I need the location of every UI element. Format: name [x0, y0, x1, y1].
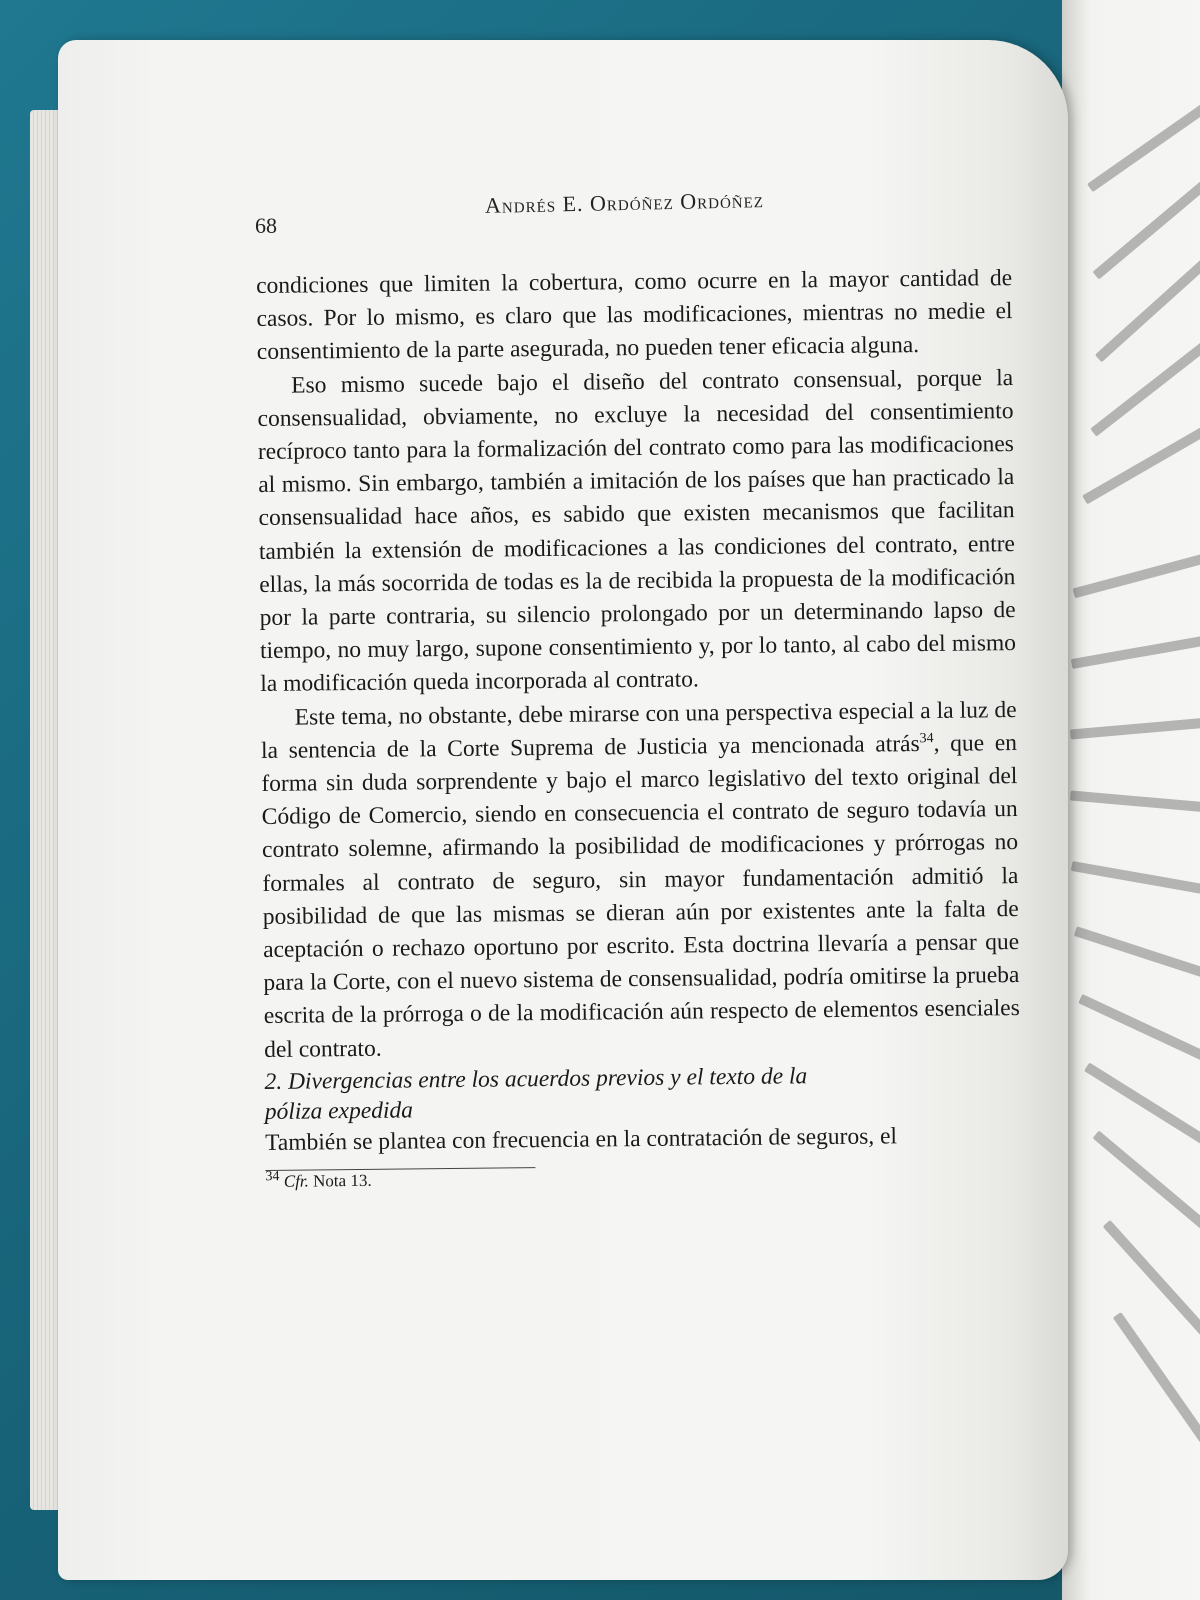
- paragraph: Eso mismo sucede bajo el diseño del contrato consensual, porque la consensualidad, obviamente, no excluye la necesidad del consentimiento recíproco tanto para la formalización del contrato como para las modificaciones al mismo. Sin embargo, también a imitación de los países que han practicado la consensualidad hace años, es sabido que existen mecanismos que facilitan también la extensión de modificaciones a las condiciones del contrato, entre ellas, la más socorrida de todas es la de recibida la propuesta de la modificación por la parte contraria, su silencio prolongado por un determinando lapso de tiempo, no muy largo, supone consentimiento y, por lo tanto, al cabo del mismo la modificación queda incorporada al contrato.: [257, 364, 1017, 698]
- footnote-cfr: Cfr.: [283, 1171, 309, 1191]
- page-number: 68: [255, 213, 277, 238]
- footnote-number: 34: [265, 1169, 280, 1185]
- paragraph-text: Este tema, no obstante, debe mirarse con una perspectiva especial a la luz de la sentencia de la Corte Suprema de Justicia ya mencionada atrás: [260, 696, 1017, 764]
- facing-page: [1062, 0, 1200, 1600]
- footnote-text: Nota 13.: [308, 1170, 372, 1191]
- paragraph: [261, 694, 1021, 1067]
- paragraph: condiciones que limiten la cobertura, como ocurre en la mayor cantidad de casos. Por lo mismo, es claro que las modificaciones, mientras no medie el consentimiento de la parte asegurada, no pueden tener eficacia alguna.: [256, 265, 1013, 366]
- paragraph-text: , que en forma sin duda sorprendente y bajo el marco legislativo del texto original del Código de Comercio, siendo en consecuencia el contrato de seguro todavía un contrato solemne, afirmando la posibilidad de modificaciones y prórrogas no formales al contrato de seguro, sin mayor fundamentación admitió la posibilidad de que las mismas se dieran aún por existentes ante la falta de aceptación o rechazo oportuno por escrito. Esta doctrina llevaría a pensar que para la Corte, con el nuevo sistema de consensualidad, podría omitirse la prueba escrita de la prórroga o de la modificación aún respecto de elementos esenciales del contrato.: [261, 729, 1020, 1063]
- running-head: Andrés E. Ordóñez Ordóñez: [484, 187, 765, 218]
- paragraph: También se plantea con frecuencia en la contratación de seguros, el: [265, 1123, 898, 1156]
- section-title: 2. Divergencias entre los acuerdos previos y el texto de la póliza expedida: [264, 1063, 808, 1125]
- footnote-reference: 34: [919, 730, 934, 747]
- body-text: [256, 262, 1022, 1193]
- page-header: [255, 187, 1015, 245]
